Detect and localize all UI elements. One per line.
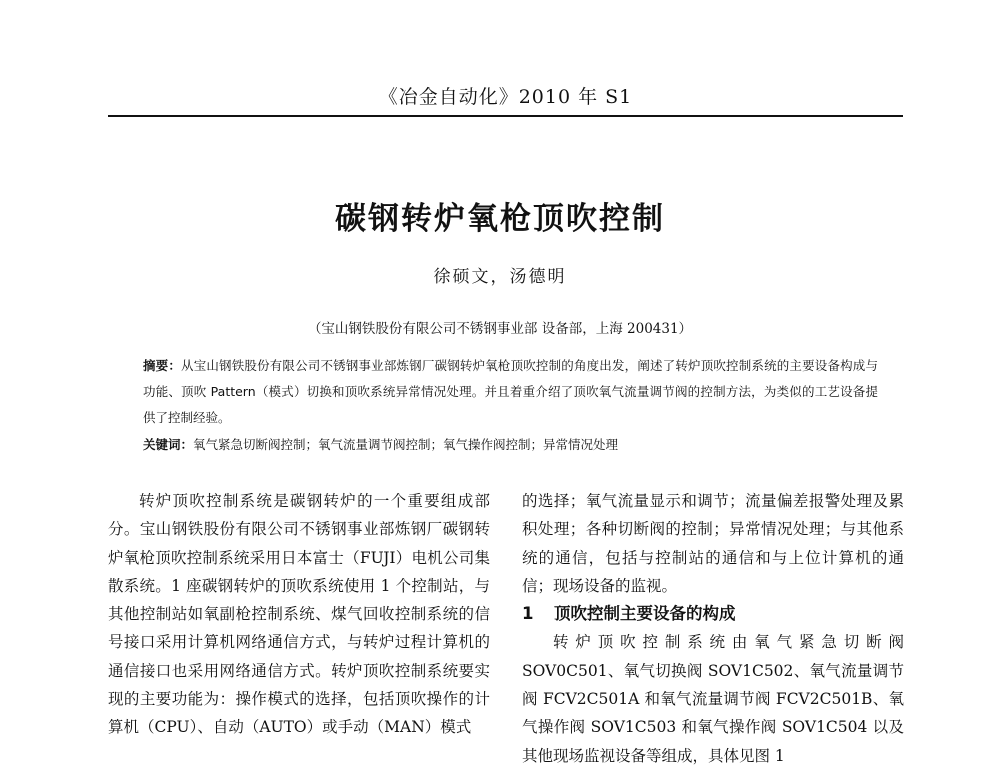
paper-authors: 徐硕文，汤德明 xyxy=(433,267,567,287)
abstract-text: 从宝山钢铁股份有限公司不锈钢事业部炼钢厂碳钢转炉氧枪顶吹控制的角度出发，阐述了转炉顶吹控制系统的主要设备构成与功能、顶吹 Pattern（模式）切换和顶吹系统异常情况处理。并且着重介绍了顶吹氧气流量调节阀的控制方法，为类似的工艺设备提供了控制经验。 xyxy=(143,358,878,425)
section-title: 顶吹控制主要设备的构成 xyxy=(554,604,736,624)
paper-title: 碳钢转炉氧枪顶吹控制 xyxy=(335,201,665,237)
abstract xyxy=(143,353,878,431)
intro-paragraph-continued: 的选择；氧气流量显示和调节；流量偏差报警处理及累积处理；各种切断阀的控制；异常情况处理；与其他系统的通信，包括与控制站的通信和与上位计算机的通信；现场设备的监视。 xyxy=(522,492,904,595)
journal-header: 《冶金自动化》2010 年 S1 xyxy=(378,86,633,108)
keywords-text: 氧气紧急切断阀控制；氧气流量调节阀控制；氧气操作阀控制；异常情况处理 xyxy=(193,437,619,452)
intro-paragraph: 转炉顶吹控制系统是碳钢转炉的一个重要组成部分。宝山钢铁股份有限公司不锈钢事业部炼钢厂碳钢转炉氧枪顶吹控制系统采用日本富士（FUJI）电机公司集散系统。1 座碳钢转炉的顶吹系统使用 1 个控制站，与其他控制站如氧副枪控制系统、煤气回收控制系统的信号接口采用计算机网络通信方式，与转炉过程计算机的通信接口也采用网络通信方式。转炉顶吹控制系统要实现的主要功能为：操作模式的选择，包括顶吹操作的计算机（CPU）、自动（AUTO）或手动（MAN）模式 xyxy=(108,492,490,737)
section-paragraph: 转炉顶吹控制系统由氧气紧急切断阀 SOV0C501、氧气切换阀 SOV1C502、氧气流量调节阀 FCV2C501A 和氧气流量调节阀 FCV2C501B、氧气操作阀 SOV1C503 和氧气操作阀 SOV1C504 以及其他现场监视设备等组成，具体见图 1 xyxy=(522,633,904,765)
keywords xyxy=(143,432,878,458)
paper-affiliation: （宝山钢铁股份有限公司不锈钢事业部 设备部，上海 200431） xyxy=(307,321,693,337)
section-number: 1 xyxy=(522,604,534,624)
keywords-label: 关键词： xyxy=(143,437,194,452)
body-column-left xyxy=(108,487,490,742)
header-rule xyxy=(108,115,903,117)
section-heading xyxy=(522,600,904,628)
body-column-right xyxy=(522,487,904,770)
abstract-label: 摘要： xyxy=(143,358,182,373)
